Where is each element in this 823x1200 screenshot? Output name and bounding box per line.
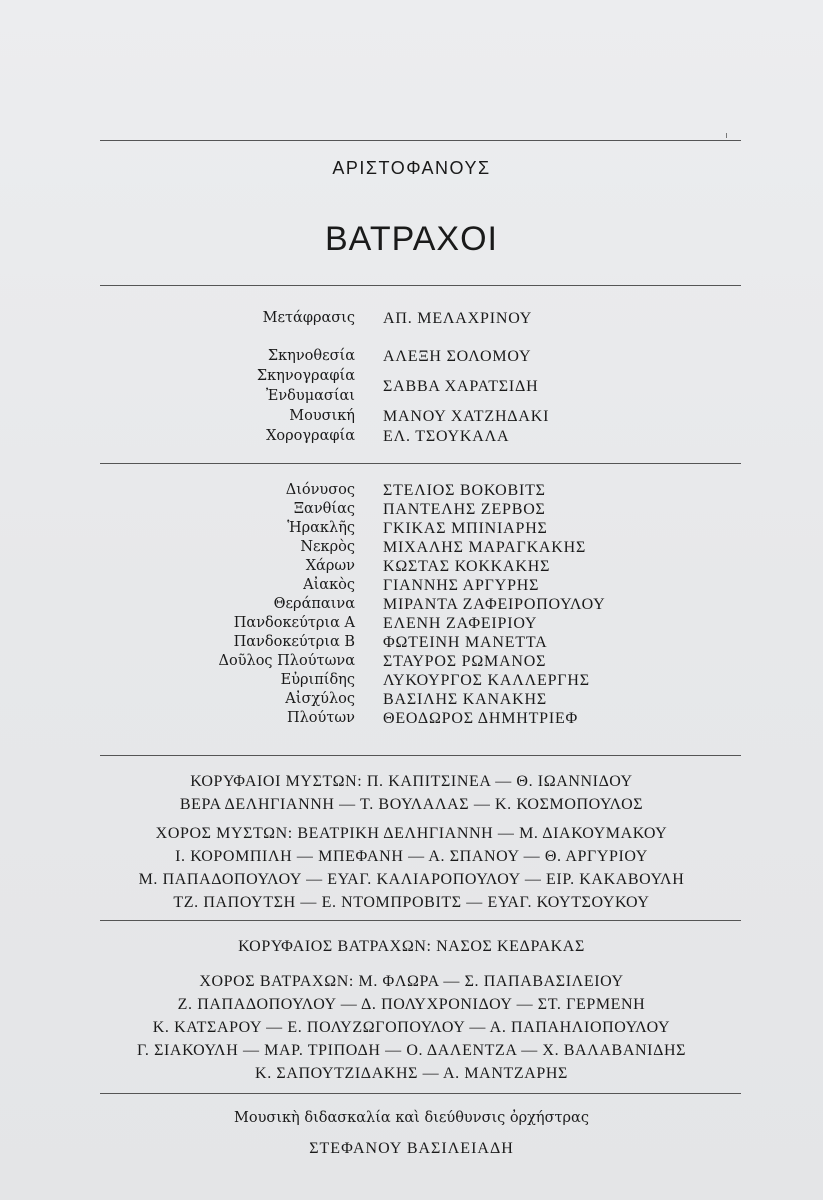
play-title: ΒΑΤΡΑΧΟΙ bbox=[324, 220, 498, 258]
cast-name: ΕΛΕΝΗ ΖΑΦΕΙΡΙΟΥ bbox=[383, 615, 538, 632]
cast-name: ΣΤΕΛΙΟΣ ΒΟΚΟΒΙΤΣ bbox=[383, 482, 546, 499]
mystai-leaders-line: ΒΕΡΑ ΔΕΛΗΓΙΑΝΝΗ — Τ. ΒΟΥΛΑΛΑΣ — Κ. ΚΟΣΜΟΠΟΥΛΟΣ bbox=[179, 796, 644, 813]
frogs-leader-block bbox=[0, 935, 823, 958]
author-name: ΑΡΙΣΤΟΦΑΝΟΥΣ bbox=[332, 158, 491, 178]
cast-name: ΜΙΧΑΛΗΣ ΜΑΡΑΓΚΑΚΗΣ bbox=[383, 539, 587, 556]
cast-row bbox=[0, 595, 823, 614]
cast-row bbox=[0, 538, 823, 557]
credit-role: Ἐνδυμασίαι bbox=[265, 388, 355, 404]
credit-row bbox=[0, 309, 823, 347]
cast-row bbox=[0, 652, 823, 671]
mystai-leaders-block bbox=[0, 770, 823, 816]
divider-after-mystai bbox=[100, 920, 741, 921]
cast-name: ΛΥΚΟΥΡΓΟΣ ΚΑΛΛΕΡΓΗΣ bbox=[383, 672, 590, 689]
divider-after-production bbox=[100, 463, 741, 464]
cast-role: Ξανθίας bbox=[293, 501, 355, 517]
frogs-chorus-line: Γ. ΣΙΑΚΟΥΛΗ — ΜΑΡ. ΤΡΙΠΟΔΗ — Ο. ΔΑΛΕΝΤΖΑ — Χ. ΒΑΛΑΒΑΝΙΔΗΣ bbox=[136, 1042, 687, 1059]
credit-role: Μουσική bbox=[289, 408, 355, 424]
frogs-leader-line: ΚΟΡΥΦΑΙΟΣ ΒΑΤΡΑΧΩΝ: ΝΑΣΟΣ ΚΕΔΡΑΚΑΣ bbox=[238, 938, 585, 955]
divider-after-title bbox=[100, 285, 741, 286]
cast-role: Ἡρακλῆς bbox=[287, 520, 355, 536]
production-credits bbox=[0, 309, 823, 447]
cast-row bbox=[0, 481, 823, 500]
conductor-name: ΣΤΕΦΑΝΟΥ ΒΑΣΙΛΕΙΑΔΗ bbox=[309, 1140, 514, 1157]
credit-name: ΑΠ. ΜΕΛΑΧΡΙΝΟΥ bbox=[383, 310, 533, 327]
cast-name: ΚΩΣΤΑΣ ΚΟΚΚΑΚΗΣ bbox=[383, 558, 551, 575]
frogs-chorus-block bbox=[0, 970, 823, 1085]
music-direction-label: Μουσικὴ διδασκαλία καὶ διεύθυνσις ὀρχήστρας bbox=[234, 1110, 589, 1126]
cast-row bbox=[0, 576, 823, 595]
cast-name: ΓΚΙΚΑΣ ΜΠΙΝΙΑΡΗΣ bbox=[383, 520, 548, 537]
cast-row bbox=[0, 709, 823, 728]
cast-name: ΒΑΣΙΛΗΣ ΚΑΝΑΚΗΣ bbox=[383, 691, 547, 708]
credit-row bbox=[0, 427, 823, 447]
cast-name: ΣΤΑΥΡΟΣ ΡΩΜΑΝΟΣ bbox=[383, 653, 547, 670]
cast-role: Εὐριπίδης bbox=[280, 672, 355, 688]
cast-row bbox=[0, 500, 823, 519]
mystai-chorus-line: Ι. ΚΟΡΟΜΠΙΛΗ — ΜΠΕΦΑΝΗ — Α. ΣΠΑΝΟΥ — Θ. ΑΡΓΥΡΙΟΥ bbox=[175, 848, 648, 865]
cast-role: Θεράπαινα bbox=[273, 596, 355, 612]
mystai-chorus-line: ΤΖ. ΠΑΠΟΥΤΣΗ — Ε. ΝΤΟΜΠΡΟΒΙΤΣ — ΕΥΑΓ. ΚΟΥΤΣΟΥΚΟΥ bbox=[173, 894, 650, 911]
cast-role: Αἰσχύλος bbox=[285, 691, 355, 707]
credit-role: Σκηνοθεσία bbox=[267, 348, 355, 364]
credit-row bbox=[0, 367, 823, 395]
divider-after-cast bbox=[100, 755, 741, 756]
credit-name-set-costume: ΣΑΒΒΑ ΧΑΡΑΤΣΙΔΗ bbox=[383, 378, 539, 395]
cast-role: Νεκρὸς bbox=[300, 539, 355, 555]
divider-after-frogs bbox=[100, 1093, 741, 1094]
mystai-chorus-line: Μ. ΠΑΠΑΔΟΠΟΥΛΟΥ — ΕΥΑΓ. ΚΑΛΙΑΡΟΠΟΥΛΟΥ — ΕΙΡ. ΚΑΚΑΒΟΥΛΗ bbox=[138, 871, 685, 888]
cast-role: Πανδοκεύτρια Α bbox=[233, 615, 355, 631]
credit-role: Χορογραφία bbox=[266, 428, 355, 444]
frogs-chorus-line: Ζ. ΠΑΠΑΔΟΠΟΥΛΟΥ — Δ. ΠΟΛΥΧΡΟΝΙΔΟΥ — ΣΤ. ΓΕΡΜΕΝΗ bbox=[177, 996, 646, 1013]
frogs-chorus-line: Κ. ΚΑΤΣΑΡΟΥ — Ε. ΠΟΛΥΖΩΓΟΠΟΥΛΟΥ — Α. ΠΑΠΑΗΛΙΟΠΟΥΛΟΥ bbox=[152, 1019, 671, 1036]
cast-name: ΠΑΝΤΕΛΗΣ ΖΕΡΒΟΣ bbox=[383, 501, 546, 518]
cast-row bbox=[0, 519, 823, 538]
credit-role: Σκηνογραφία bbox=[256, 368, 355, 384]
cast-row bbox=[0, 557, 823, 576]
credit-name: ΜΑΝΟΥ ΧΑΤΖΗΔΑΚΙ bbox=[383, 408, 550, 425]
credit-name: ΕΛ. ΤΣΟΥΚΑΛΑ bbox=[383, 428, 510, 445]
cast-row bbox=[0, 690, 823, 709]
mystai-leaders-line: ΚΟΡΥΦΑΙΟΙ ΜΥΣΤΩΝ: Π. ΚΑΠΙΤΣΙΝΕΑ — Θ. ΙΩΑΝΝΙΔΟΥ bbox=[190, 773, 633, 790]
mystai-chorus-line: ΧΟΡΟΣ ΜΥΣΤΩΝ: ΒΕΑΤΡΙΚΗ ΔΕΛΗΓΙΑΝΝΗ — Μ. ΔΙΑΚΟΥΜΑΚΟΥ bbox=[155, 825, 668, 842]
cast-name: ΘΕΟΔΩΡΟΣ ΔΗΜΗΤΡΙΕΦ bbox=[383, 710, 579, 727]
cast-row bbox=[0, 633, 823, 652]
credit-row bbox=[0, 407, 823, 427]
credit-row bbox=[0, 387, 823, 407]
frogs-chorus-line: ΧΟΡΟΣ ΒΑΤΡΑΧΩΝ: Μ. ΦΛΩΡΑ — Σ. ΠΑΠΑΒΑΣΙΛΕΙΟΥ bbox=[199, 973, 624, 990]
cast-row bbox=[0, 671, 823, 690]
cast-role: Αἰακὸς bbox=[303, 577, 355, 593]
cast-name: ΜΙΡΑΝΤΑ ΖΑΦΕΙΡΟΠΟΥΛΟΥ bbox=[383, 596, 606, 613]
cast-row bbox=[0, 614, 823, 633]
frogs-chorus-line: Κ. ΣΑΠΟΥΤΖΙΔΑΚΗΣ — Α. ΜΑΝΤΖΑΡΗΣ bbox=[255, 1065, 568, 1082]
credit-role: Μετάφρασις bbox=[262, 310, 355, 326]
cast-role: Πλούτων bbox=[286, 710, 355, 726]
cast-role: Πανδοκεύτρια Β bbox=[233, 634, 355, 650]
cast-role: Χάρων bbox=[305, 558, 355, 574]
cast-role: Δοῦλος Πλούτωνα bbox=[218, 653, 355, 669]
mystai-chorus-block bbox=[0, 822, 823, 914]
cast-name: ΓΙΑΝΝΗΣ ΑΡΓΥΡΗΣ bbox=[383, 577, 540, 594]
cast-name: ΦΩΤΕΙΝΗ ΜΑΝΕΤΤΑ bbox=[383, 634, 548, 651]
cast-role: Διόνυσος bbox=[285, 482, 355, 498]
credit-name: ΑΛΕΞΗ ΣΟΛΟΜΟΥ bbox=[383, 348, 532, 365]
print-mark bbox=[726, 133, 727, 138]
credit-row bbox=[0, 347, 823, 367]
divider-top bbox=[100, 140, 741, 141]
cast-list bbox=[0, 481, 823, 728]
